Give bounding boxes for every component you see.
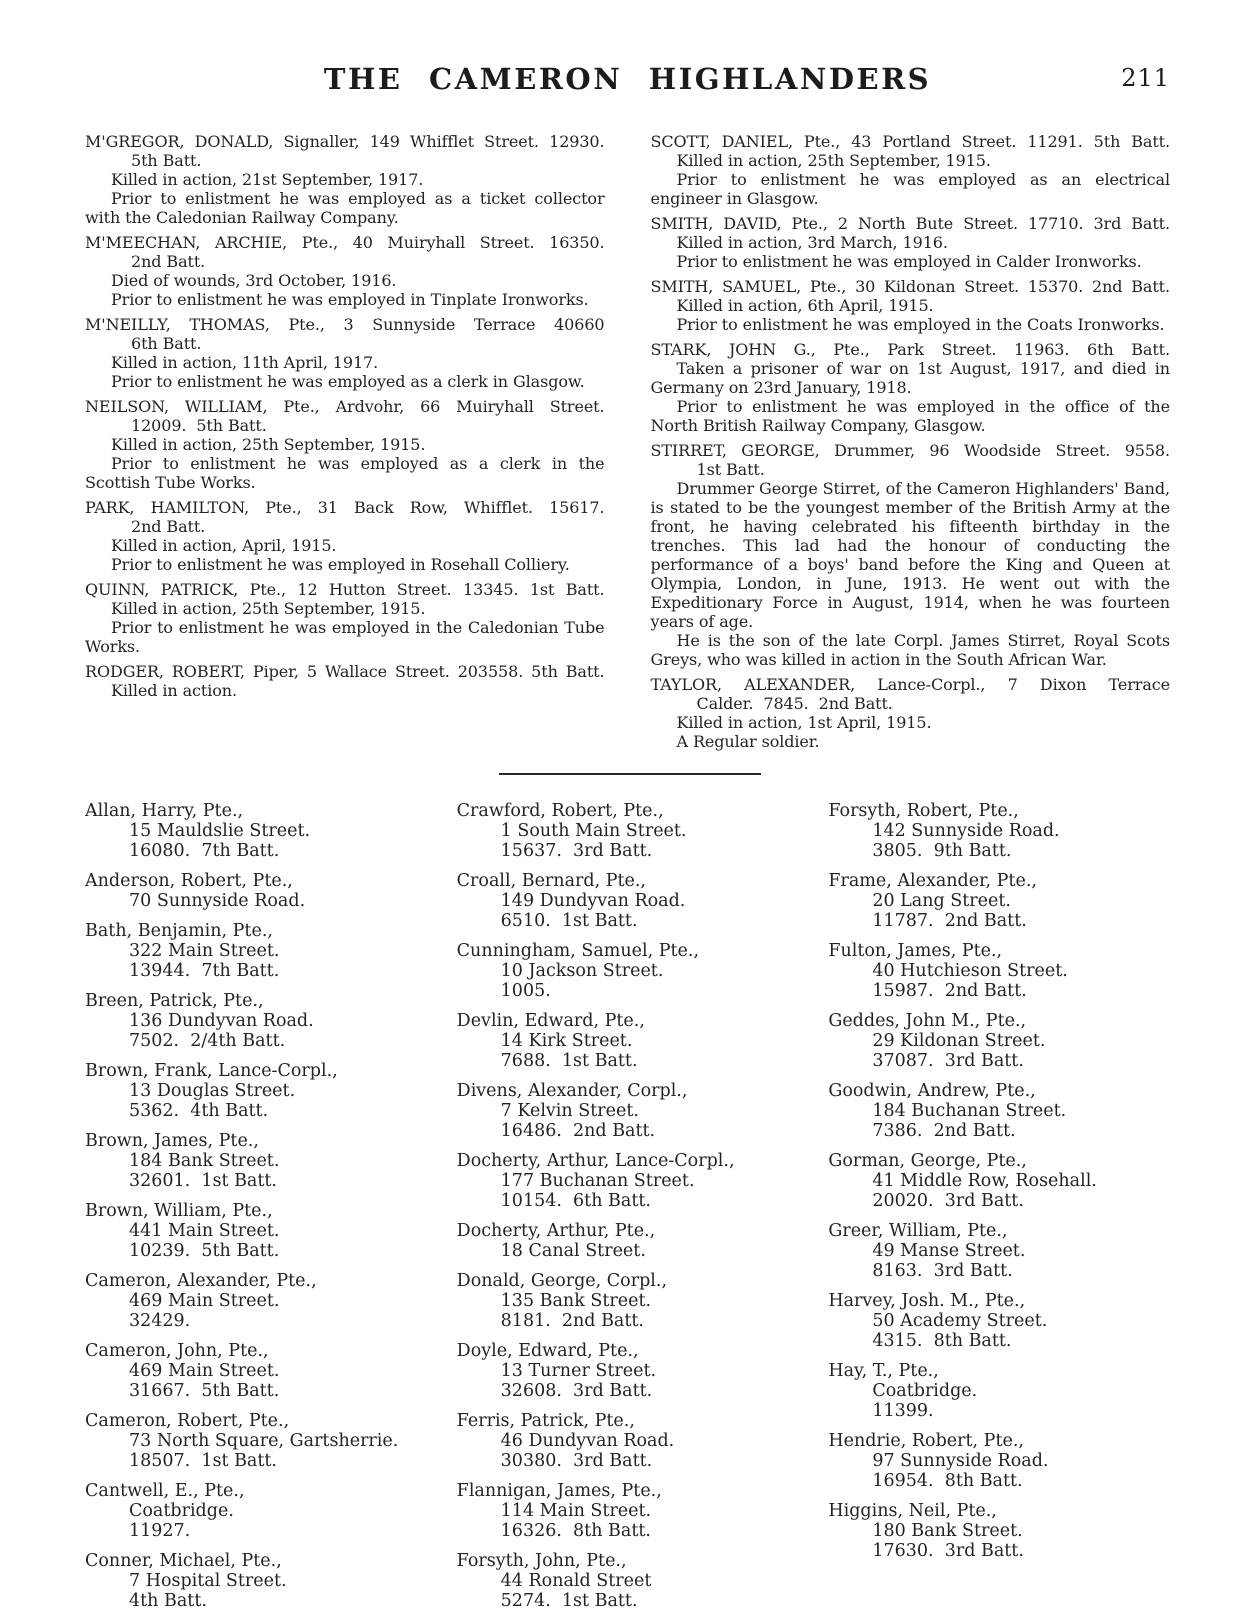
entry-heading: RODGER, ROBERT, Piper, 5 Wallace Street. 203558. 5th Batt. — [85, 662, 605, 681]
roll-detail-line: 16486. 2nd Batt. — [500, 1121, 656, 1141]
entry-paragraph: Killed in action, 25th September, 1915. — [111, 599, 426, 618]
roll-detail-line: 441 Main Street. — [129, 1221, 280, 1241]
memorial-entry — [651, 277, 1171, 334]
roll-entry — [457, 1411, 799, 1471]
memorial-entry — [85, 315, 605, 391]
roll-column-2 — [457, 801, 799, 1621]
roll-detail-line: 10154. 6th Batt. — [500, 1191, 651, 1211]
roll-entry — [457, 1151, 799, 1211]
roll-detail-line: 15987. 2nd Batt. — [872, 981, 1027, 1001]
roll-entry — [457, 1271, 799, 1331]
roll-name-line: Frame, Alexander, Pte., — [828, 871, 1037, 891]
roll-detail-line: 44 Ronald Street — [500, 1571, 652, 1591]
roll-name-line: Forsyth, John, Pte., — [456, 1551, 627, 1571]
roll-entry — [457, 1481, 799, 1541]
entry-paragraph: Killed in action, 3rd March, 1916. — [676, 233, 948, 252]
roll-detail-line: 13 Douglas Street. — [129, 1081, 296, 1101]
roll-detail-line: 70 Sunnyside Road. — [129, 891, 306, 911]
entry-heading: QUINN, PATRICK, Pte., 12 Hutton Street. 13345. 1st Batt. — [85, 580, 605, 599]
entry-heading: SCOTT, DANIEL, Pte., 43 Portland Street. 11291. 5th Batt. — [650, 132, 1170, 151]
roll-detail-line: 32429. — [129, 1311, 191, 1331]
roll-name-line: Gorman, George, Pte., — [828, 1151, 1027, 1171]
roll-name-line: Breen, Patrick, Pte., — [85, 991, 264, 1011]
roll-name-line: Cantwell, E., Pte., — [85, 1481, 245, 1501]
entry-paragraph: Prior to enlistment he was employed as a ticket collector with the Caledonian Railway Company. — [85, 189, 605, 227]
roll-detail-line: 32608. 3rd Batt. — [500, 1381, 653, 1401]
roll-name-line: Cunningham, Samuel, Pte., — [456, 941, 700, 961]
roll-detail-line: 8163. 3rd Batt. — [872, 1261, 1013, 1281]
roll-name-line: Brown, Frank, Lance-Corpl., — [85, 1061, 338, 1081]
entry-heading-continuation: 5th Batt. — [131, 151, 202, 170]
roll-name-line: Hay, T., Pte., — [828, 1361, 939, 1381]
roll-entry — [85, 1061, 427, 1121]
memorial-entry — [651, 214, 1171, 271]
memorial-entry — [85, 132, 605, 227]
entry-heading: M'MEECHAN, ARCHIE, Pte., 40 Muiryhall Street. 16350. — [85, 233, 605, 252]
roll-detail-line: 3805. 9th Batt. — [872, 841, 1012, 861]
memorial-entry — [651, 340, 1171, 435]
roll-detail-line: 11927. — [129, 1521, 191, 1541]
roll-name-line: Bath, Benjamin, Pte., — [85, 921, 273, 941]
memorial-entry — [85, 662, 605, 700]
memorial-entry — [85, 233, 605, 309]
roll-entry — [457, 1081, 799, 1141]
memorial-entry — [85, 498, 605, 574]
roll-entry — [85, 991, 427, 1051]
roll-entry — [457, 1341, 799, 1401]
entry-paragraph: Died of wounds, 3rd October, 1916. — [111, 271, 397, 290]
roll-detail-line: 49 Manse Street. — [872, 1241, 1026, 1261]
entry-heading-continuation: 12009. 5th Batt. — [131, 416, 267, 435]
memorial-entry — [85, 580, 605, 656]
roll-detail-line: 177 Buchanan Street. — [500, 1171, 695, 1191]
roll-entry — [457, 871, 799, 931]
roll-entry — [85, 801, 427, 861]
roll-entry — [828, 941, 1170, 1001]
roll-detail-line: 15 Mauldslie Street. — [129, 821, 311, 841]
roll-entry — [828, 1221, 1170, 1281]
roll-name-line: Donald, George, Corpl., — [456, 1271, 668, 1291]
roll-detail-line: 13 Turner Street. — [500, 1361, 657, 1381]
roll-detail-line: 46 Dundyvan Road. — [500, 1431, 675, 1451]
entry-paragraph: Killed in action. — [111, 681, 237, 700]
roll-section — [85, 801, 1170, 1621]
roll-detail-line: 15637. 3rd Batt. — [500, 841, 653, 861]
roll-detail-line: 136 Dundyvan Road. — [129, 1011, 314, 1031]
roll-detail-line: 5274. 1st Batt. — [500, 1591, 638, 1611]
entry-heading: STIRRET, GEORGE, Drummer, 96 Woodside Street. 9558. — [650, 441, 1170, 460]
roll-entry — [457, 1221, 799, 1261]
roll-entry — [85, 1271, 427, 1331]
roll-column-3 — [828, 801, 1170, 1621]
entry-paragraph: He is the son of the late Corpl. James Stirret, Royal Scots Greys, who was killed in action in the South African War. — [650, 631, 1170, 669]
roll-name-line: Fulton, James, Pte., — [828, 941, 1003, 961]
entry-paragraph: Prior to enlistment he was employed in the Caledonian Tube Works. — [85, 618, 605, 656]
entry-heading: M'NEILLY, THOMAS, Pte., 3 Sunnyside Terrace 40660 — [85, 315, 605, 334]
memorial-entry — [651, 675, 1171, 751]
entry-paragraph: A Regular soldier. — [676, 732, 820, 751]
entry-paragraph: Prior to enlistment he was employed as a clerk in Glasgow. — [111, 372, 585, 391]
roll-detail-line: 149 Dundyvan Road. — [500, 891, 686, 911]
roll-name-line: Doyle, Edward, Pte., — [456, 1341, 639, 1361]
roll-detail-line: 8181. 2nd Batt. — [500, 1311, 644, 1331]
roll-detail-line: 13944. 7th Batt. — [129, 961, 280, 981]
entry-paragraph: Taken a prisoner of war on 1st August, 1917, and died in Germany on 23rd January, 1918. — [650, 359, 1170, 397]
entry-paragraph: Prior to enlistment he was employed in Calder Ironworks. — [676, 252, 1142, 271]
memorial-right-column — [651, 132, 1171, 757]
roll-detail-line: 41 Middle Row, Rosehall. — [872, 1171, 1097, 1191]
roll-name-line: Brown, William, Pte., — [85, 1201, 273, 1221]
roll-entry — [457, 1551, 799, 1611]
memorial-entry — [651, 132, 1171, 208]
roll-column-1 — [85, 801, 427, 1621]
roll-detail-line: 16080. 7th Batt. — [129, 841, 280, 861]
roll-detail-line: 40 Hutchieson Street. — [872, 961, 1068, 981]
roll-entry — [457, 1011, 799, 1071]
roll-name-line: Greer, William, Pte., — [828, 1221, 1008, 1241]
roll-name-line: Cameron, John, Pte., — [85, 1341, 269, 1361]
roll-entry — [85, 1481, 427, 1541]
roll-detail-line: 7386. 2nd Batt. — [872, 1121, 1016, 1141]
memorial-entry — [85, 397, 605, 492]
entry-paragraph: Prior to enlistment he was employed in Rosehall Colliery. — [111, 555, 570, 574]
entry-paragraph: Killed in action, 25th September, 1915. — [111, 435, 426, 454]
roll-name-line: Crawford, Robert, Pte., — [456, 801, 664, 821]
entry-heading: STARK, JOHN G., Pte., Park Street. 11963. 6th Batt. — [650, 340, 1170, 359]
entry-paragraph: Killed in action, 11th April, 1917. — [111, 353, 379, 372]
roll-entry — [85, 1341, 427, 1401]
entry-paragraph: Drummer George Stirret, of the Cameron Highlanders' Band, is stated to be the youngest member of the British Army at the front, he having celebrated his fifteenth birthday in the trenches. This lad had the honour of conducting the performance of a boys' band before the King and Queen at Olympia, London, in June, 1913. He went out with the Expeditionary Force in August, 1914, when he was fourteen years of age. — [650, 479, 1170, 631]
roll-name-line: Flannigan, James, Pte., — [456, 1481, 662, 1501]
roll-detail-line: 16326. 8th Batt. — [500, 1521, 651, 1541]
roll-name-line: Harvey, Josh. M., Pte., — [828, 1291, 1026, 1311]
roll-entry — [85, 1201, 427, 1261]
roll-detail-line: 30380. 3rd Batt. — [500, 1451, 653, 1471]
roll-detail-line: 184 Bank Street. — [129, 1151, 280, 1171]
roll-detail-line: 1 South Main Street. — [500, 821, 687, 841]
entry-heading-continuation: 2nd Batt. — [131, 517, 206, 536]
page-number: 211 — [1121, 64, 1170, 92]
entry-heading: NEILSON, WILLIAM, Pte., Ardvohr, 66 Muiryhall Street. — [85, 397, 605, 416]
roll-detail-line: 50 Academy Street. — [872, 1311, 1048, 1331]
entry-heading: TAYLOR, ALEXANDER, Lance-Corpl., 7 Dixon Terrace — [650, 675, 1170, 694]
roll-entry — [828, 871, 1170, 931]
roll-detail-line: 18 Canal Street. — [500, 1241, 646, 1261]
roll-entry — [828, 1501, 1170, 1561]
page-title: THE CAMERON HIGHLANDERS — [323, 62, 932, 96]
roll-detail-line: 469 Main Street. — [129, 1361, 280, 1381]
roll-name-line: Allan, Harry, Pte., — [85, 801, 244, 821]
roll-detail-line: 142 Sunnyside Road. — [872, 821, 1060, 841]
roll-entry — [828, 1291, 1170, 1351]
roll-entry — [828, 1011, 1170, 1071]
roll-name-line: Ferris, Patrick, Pte., — [456, 1411, 635, 1431]
roll-detail-line: 32601. 1st Batt. — [129, 1171, 277, 1191]
roll-entry — [828, 1361, 1170, 1421]
roll-name-line: Anderson, Robert, Pte., — [85, 871, 293, 891]
entry-heading: M'GREGOR, DONALD, Signaller, 149 Whifflet Street. 12930. — [85, 132, 605, 151]
roll-entry — [85, 1551, 427, 1611]
roll-detail-line: 322 Main Street. — [129, 941, 280, 961]
roll-name-line: Brown, James, Pte., — [85, 1131, 259, 1151]
entry-heading: SMITH, DAVID, Pte., 2 North Bute Street. 17710. 3rd Batt. — [650, 214, 1170, 233]
roll-entry — [85, 1131, 427, 1191]
roll-detail-line: 20 Lang Street. — [872, 891, 1011, 911]
roll-name-line: Goodwin, Andrew, Pte., — [828, 1081, 1036, 1101]
memorial-section — [85, 132, 1170, 757]
roll-detail-line: 73 North Square, Gartsherrie. — [129, 1431, 399, 1451]
page-header — [85, 62, 1170, 110]
roll-detail-line: 20020. 3rd Batt. — [872, 1191, 1024, 1211]
roll-detail-line: 4th Batt. — [129, 1591, 207, 1611]
roll-name-line: Docherty, Arthur, Pte., — [456, 1221, 656, 1241]
roll-detail-line: 16954. 8th Batt. — [872, 1471, 1023, 1491]
entry-paragraph: Killed in action, 25th September, 1915. — [676, 151, 991, 170]
roll-detail-line: 184 Buchanan Street. — [872, 1101, 1067, 1121]
roll-detail-line: 4315. 8th Batt. — [872, 1331, 1012, 1351]
entry-paragraph: Prior to enlistment he was employed as a clerk in the Scottish Tube Works. — [85, 454, 605, 492]
roll-entry — [828, 1431, 1170, 1491]
roll-detail-line: 17630. 3rd Batt. — [872, 1541, 1024, 1561]
roll-detail-line: 5362. 4th Batt. — [129, 1101, 269, 1121]
entry-paragraph: Prior to enlistment he was employed in the office of the North British Railway Company, Glasgow. — [650, 397, 1170, 435]
roll-name-line: Hendrie, Robert, Pte., — [828, 1431, 1024, 1451]
roll-entry — [85, 871, 427, 911]
memorial-entry — [651, 441, 1171, 669]
roll-name-line: Docherty, Arthur, Lance-Corpl., — [456, 1151, 735, 1171]
roll-detail-line: 114 Main Street. — [500, 1501, 652, 1521]
roll-name-line: Forsyth, Robert, Pte., — [828, 801, 1019, 821]
roll-detail-line: 135 Bank Street. — [500, 1291, 652, 1311]
roll-detail-line: 14 Kirk Street. — [500, 1031, 633, 1051]
roll-entry — [85, 1411, 427, 1471]
memorial-left-column — [85, 132, 605, 757]
roll-detail-line: 7502. 2/4th Batt. — [129, 1031, 286, 1051]
entry-heading-continuation: 1st Batt. — [696, 460, 765, 479]
section-divider — [499, 773, 761, 775]
entry-paragraph: Killed in action, 1st April, 1915. — [676, 713, 932, 732]
entry-heading-continuation: Calder. 7845. 2nd Batt. — [696, 694, 893, 713]
roll-name-line: Cameron, Robert, Pte., — [85, 1411, 290, 1431]
roll-detail-line: 6510. 1st Batt. — [500, 911, 638, 931]
roll-detail-line: Coatbridge. — [872, 1381, 978, 1401]
roll-name-line: Cameron, Alexander, Pte., — [85, 1271, 317, 1291]
roll-detail-line: 31667. 5th Batt. — [129, 1381, 280, 1401]
roll-detail-line: 29 Kildonan Street. — [872, 1031, 1046, 1051]
roll-detail-line: 10 Jackson Street. — [500, 961, 664, 981]
roll-detail-line: 180 Bank Street. — [872, 1521, 1023, 1541]
roll-detail-line: 18507. 1st Batt. — [129, 1451, 277, 1471]
roll-detail-line: Coatbridge. — [129, 1501, 234, 1521]
entry-heading-continuation: 2nd Batt. — [131, 252, 206, 271]
roll-name-line: Geddes, John M., Pte., — [828, 1011, 1027, 1031]
roll-name-line: Conner, Michael, Pte., — [85, 1551, 282, 1571]
roll-entry — [828, 1151, 1170, 1211]
entry-paragraph: Prior to enlistment he was employed in the Coats Ironworks. — [676, 315, 1165, 334]
entry-heading-continuation: 6th Batt. — [131, 334, 202, 353]
roll-name-line: Divens, Alexander, Corpl., — [456, 1081, 688, 1101]
entry-paragraph: Killed in action, 21st September, 1917. — [111, 170, 424, 189]
roll-detail-line: 469 Main Street. — [129, 1291, 280, 1311]
roll-entry — [457, 941, 799, 1001]
roll-detail-line: 37087. 3rd Batt. — [872, 1051, 1024, 1071]
roll-detail-line: 10239. 5th Batt. — [129, 1241, 280, 1261]
roll-entry — [85, 921, 427, 981]
roll-entry — [457, 801, 799, 861]
roll-name-line: Croall, Bernard, Pte., — [456, 871, 646, 891]
roll-name-line: Devlin, Edward, Pte., — [456, 1011, 645, 1031]
roll-detail-line: 97 Sunnyside Road. — [872, 1451, 1049, 1471]
roll-entry — [828, 801, 1170, 861]
entry-paragraph: Prior to enlistment he was employed as an electrical engineer in Glasgow. — [650, 170, 1170, 208]
roll-detail-line: 7688. 1st Batt. — [500, 1051, 638, 1071]
entry-heading: SMITH, SAMUEL, Pte., 30 Kildonan Street. 15370. 2nd Batt. — [650, 277, 1170, 296]
roll-detail-line: 7 Kelvin Street. — [500, 1101, 639, 1121]
entry-paragraph: Killed in action, 6th April, 1915. — [676, 296, 934, 315]
roll-detail-line: 11787. 2nd Batt. — [872, 911, 1027, 931]
entry-heading: PARK, HAMILTON, Pte., 31 Back Row, Whifflet. 15617. — [85, 498, 605, 517]
roll-entry — [828, 1081, 1170, 1141]
roll-name-line: Higgins, Neil, Pte., — [828, 1501, 997, 1521]
roll-detail-line: 1005. — [500, 981, 551, 1001]
roll-detail-line: 7 Hospital Street. — [129, 1571, 287, 1591]
roll-detail-line: 11399. — [872, 1401, 934, 1421]
entry-paragraph: Prior to enlistment he was employed in Tinplate Ironworks. — [111, 290, 589, 309]
entry-paragraph: Killed in action, April, 1915. — [111, 536, 337, 555]
